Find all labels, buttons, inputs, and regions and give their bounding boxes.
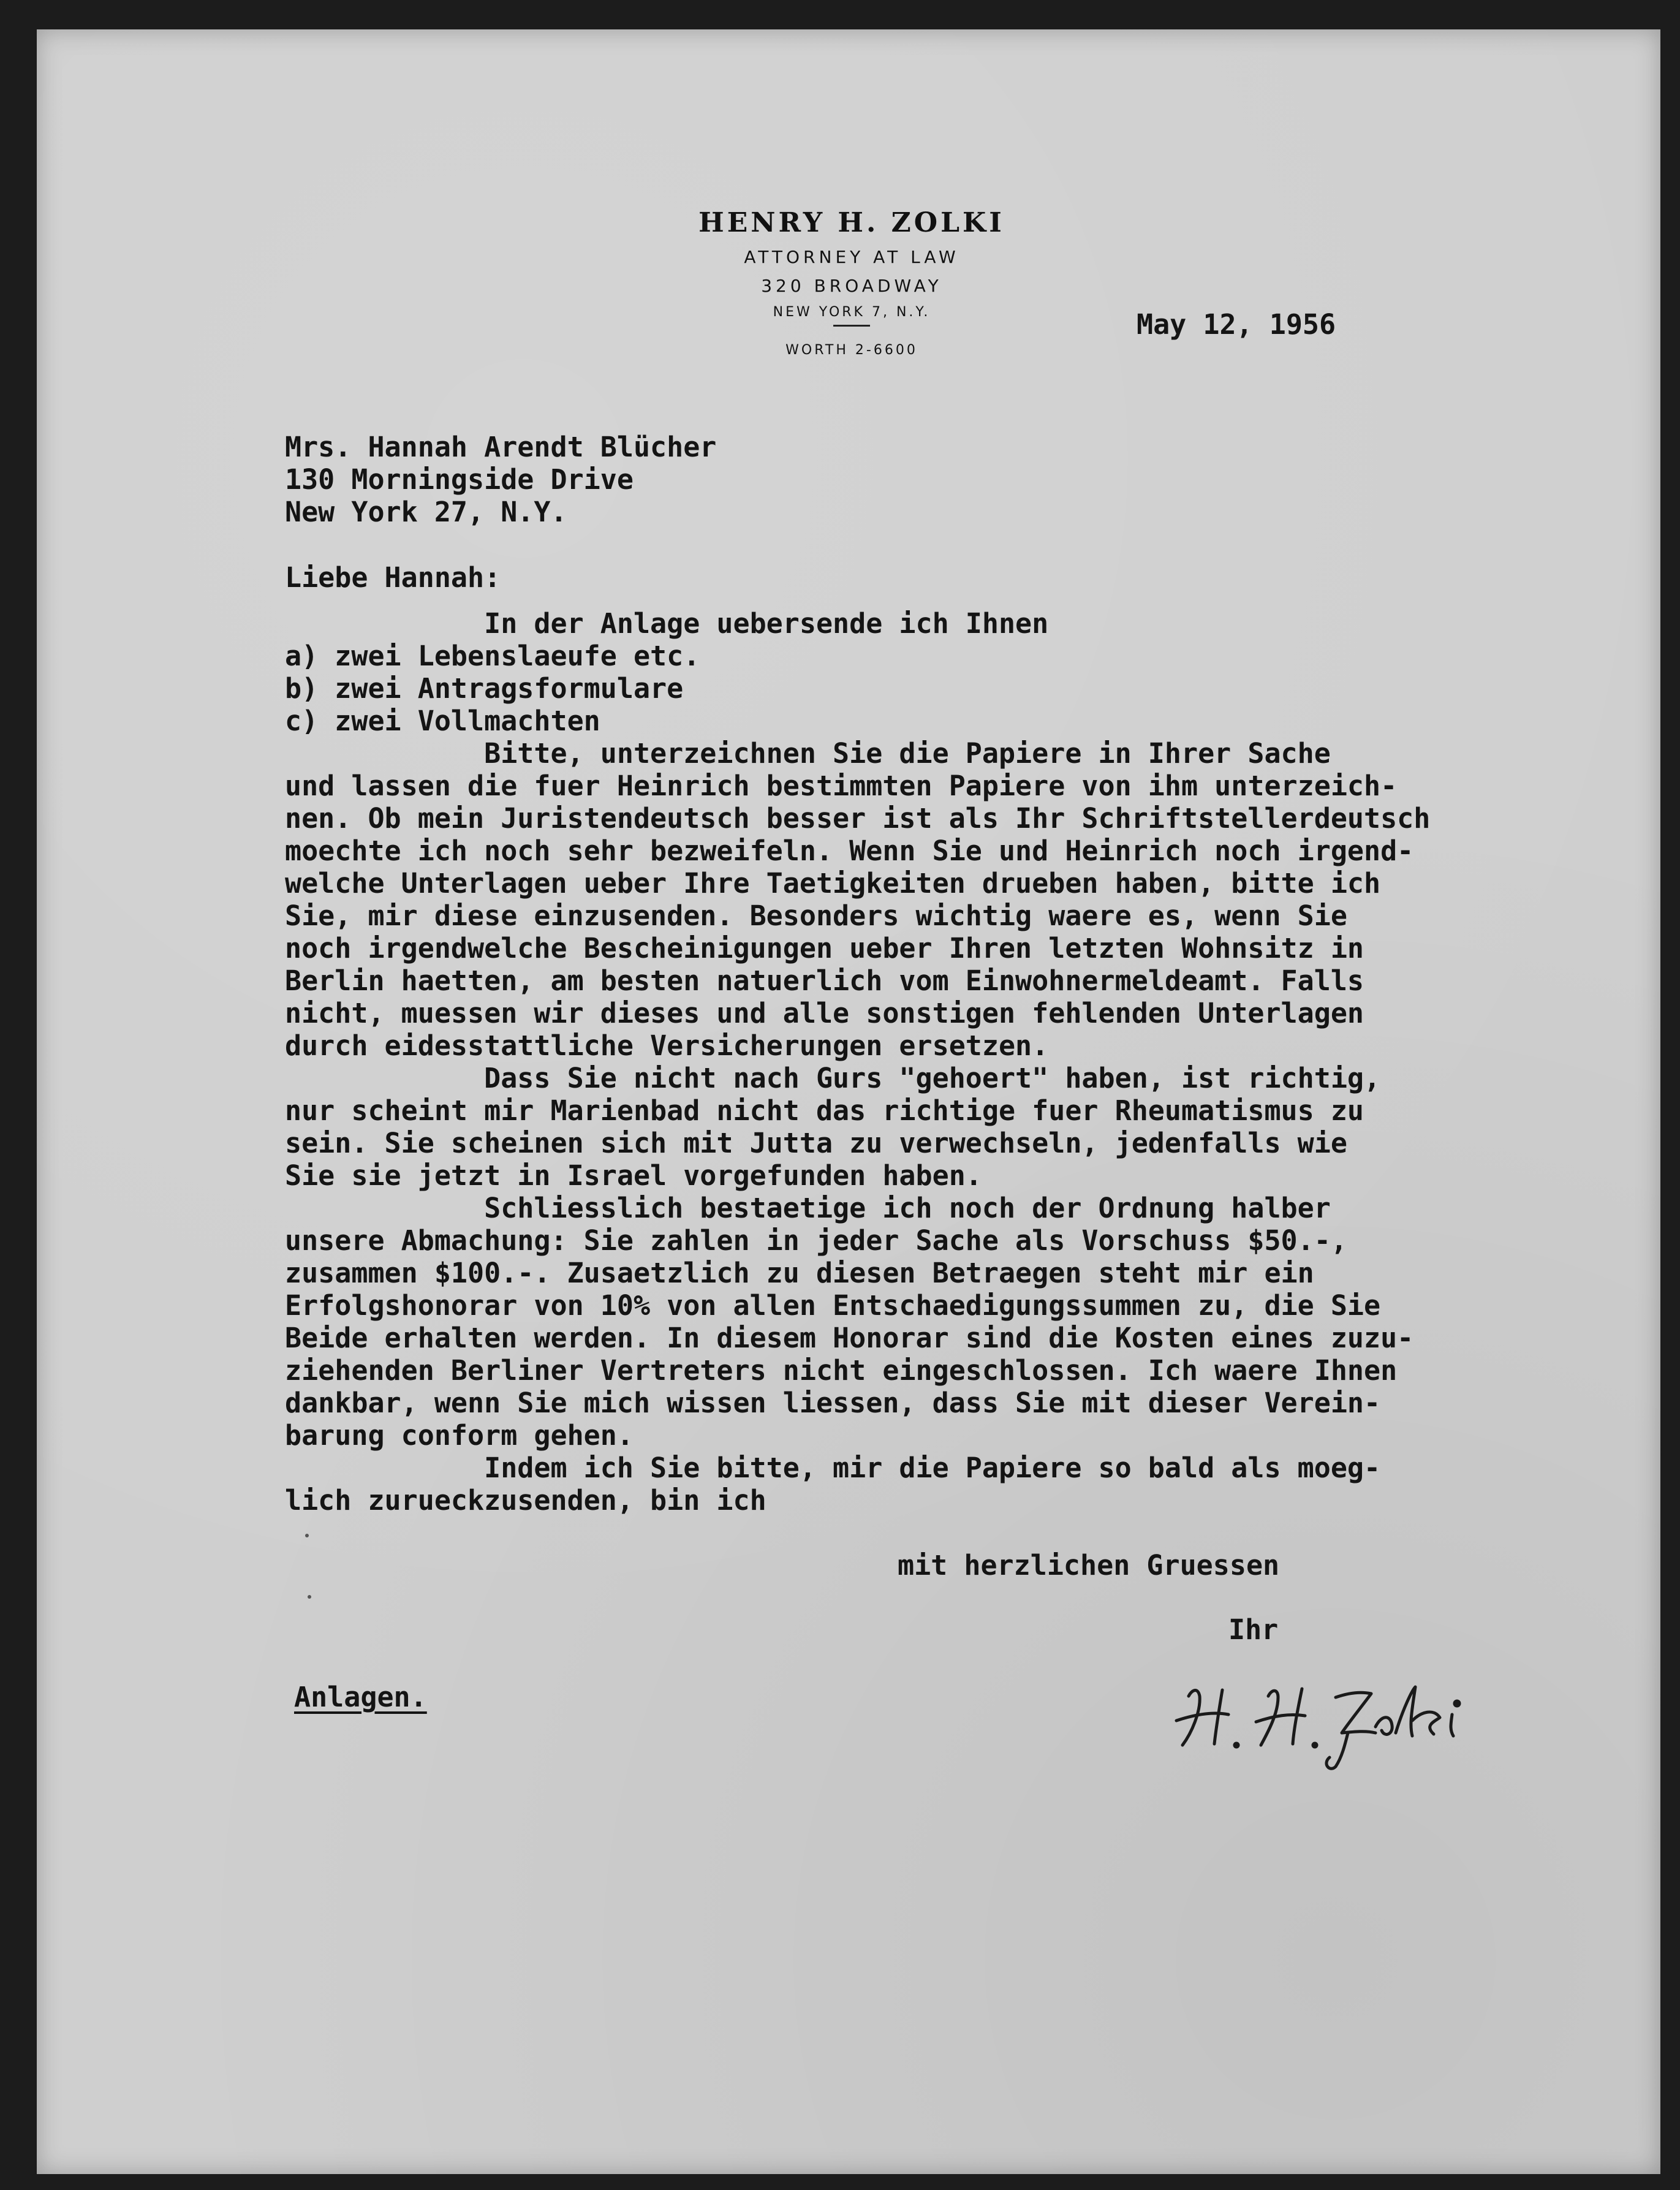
letter-body bbox=[285, 607, 1430, 1517]
body-line: Dass Sie nicht nach Gurs "gehoert" haben, ist richtig, bbox=[285, 1062, 1381, 1094]
body-line: dankbar, wenn Sie mich wissen liessen, dass Sie mit dieser Verein- bbox=[285, 1387, 1381, 1419]
margin-mark bbox=[305, 1534, 309, 1537]
recipient-address bbox=[285, 431, 716, 528]
body-line: Bitte, unterzeichnen Sie die Papiere in Ihrer Sache bbox=[285, 737, 1331, 770]
letterhead-rule bbox=[833, 325, 870, 327]
body-line: welche Unterlagen ueber Ihre Taetigkeiten drueben haben, bitte ich bbox=[285, 867, 1381, 900]
body-line: nur scheint mir Marienbad nicht das richtige fuer Rheumatismus zu bbox=[285, 1094, 1364, 1127]
body-line: Berlin haetten, am besten natuerlich vom Einwohnermeldeamt. Falls bbox=[285, 964, 1364, 997]
body-line: c) zwei Vollmachten bbox=[285, 705, 600, 737]
body-line: unsere Abmachung: Sie zahlen in jeder Sache als Vorschuss $50.-, bbox=[285, 1224, 1347, 1257]
letterhead-name: HENRY H. ZOLKI bbox=[698, 207, 1005, 238]
body-line: Indem ich Sie bitte, mir die Papiere so bald als moeg- bbox=[285, 1452, 1381, 1484]
body-line: moechte ich noch sehr bezweifeln. Wenn Sie und Heinrich noch irgend- bbox=[285, 835, 1414, 867]
recipient-line-1: Mrs. Hannah Arendt Blücher bbox=[285, 431, 717, 463]
letter-date: May 12, 1956 bbox=[1137, 308, 1336, 341]
body-line: Erfolgshonorar von 10% von allen Entschaedigungssummen zu, die Sie bbox=[285, 1289, 1381, 1322]
body-line: Sie sie jetzt in Israel vorgefunden haben. bbox=[285, 1159, 982, 1192]
margin-mark bbox=[308, 1595, 311, 1599]
body-line: sein. Sie scheinen sich mit Jutta zu verwechseln, jedenfalls wie bbox=[285, 1127, 1347, 1159]
salutation: Liebe Hannah: bbox=[285, 561, 501, 594]
recipient-line-2: 130 Morningside Drive bbox=[285, 463, 634, 496]
closing-phrase: mit herzlichen Gruessen bbox=[898, 1549, 1280, 1582]
body-line: a) zwei Lebenslaeufe etc. bbox=[285, 640, 700, 672]
body-line: b) zwei Antragsformulare bbox=[285, 672, 684, 705]
body-line: ziehenden Berliner Vertreters nicht eingeschlossen. Ich waere Ihnen bbox=[285, 1354, 1398, 1387]
body-line: In der Anlage uebersende ich Ihnen bbox=[285, 607, 1049, 640]
body-line: Beide erhalten werden. In diesem Honorar sind die Kosten eines zuzu- bbox=[285, 1322, 1414, 1354]
body-line: und lassen die fuer Heinrich bestimmten Papiere von ihm unterzeich- bbox=[285, 770, 1398, 802]
body-line: nicht, muessen wir dieses und alle sonstigen fehlenden Unterlagen bbox=[285, 997, 1364, 1029]
letterhead-city: NEW YORK 7, N.Y. bbox=[773, 305, 931, 320]
letter-sheet bbox=[37, 29, 1660, 2174]
body-line: Sie, mir diese einzusenden. Besonders wichtig waere es, wenn Sie bbox=[285, 900, 1347, 932]
body-line: durch eidesstattliche Versicherungen ersetzen. bbox=[285, 1029, 1049, 1062]
body-line: zusammen $100.-. Zusaetzlich zu diesen Betraegen steht mir ein bbox=[285, 1257, 1314, 1289]
letterhead-title: ATTORNEY AT LAW bbox=[744, 247, 959, 267]
letterhead-phone: WORTH 2-6600 bbox=[785, 343, 918, 358]
recipient-line-3: New York 27, N.Y. bbox=[285, 496, 567, 528]
body-line: noch irgendwelche Bescheinigungen ueber Ihren letzten Wohnsitz in bbox=[285, 932, 1364, 964]
body-line: lich zurueckzusenden, bin ich bbox=[285, 1484, 766, 1517]
handwritten-signature bbox=[1164, 1653, 1483, 1776]
body-line: nen. Ob mein Juristendeutsch besser ist als Ihr Schriftstellerdeutsch bbox=[285, 802, 1431, 835]
letterhead bbox=[674, 207, 1029, 363]
enclosure-note: Anlagen. bbox=[294, 1681, 427, 1713]
body-line: barung conform gehen. bbox=[285, 1419, 634, 1452]
body-line: Schliesslich bestaetige ich noch der Ordnung halber bbox=[285, 1192, 1331, 1224]
closing-word: Ihr bbox=[1228, 1613, 1279, 1646]
letterhead-street: 320 BROADWAY bbox=[761, 276, 942, 296]
